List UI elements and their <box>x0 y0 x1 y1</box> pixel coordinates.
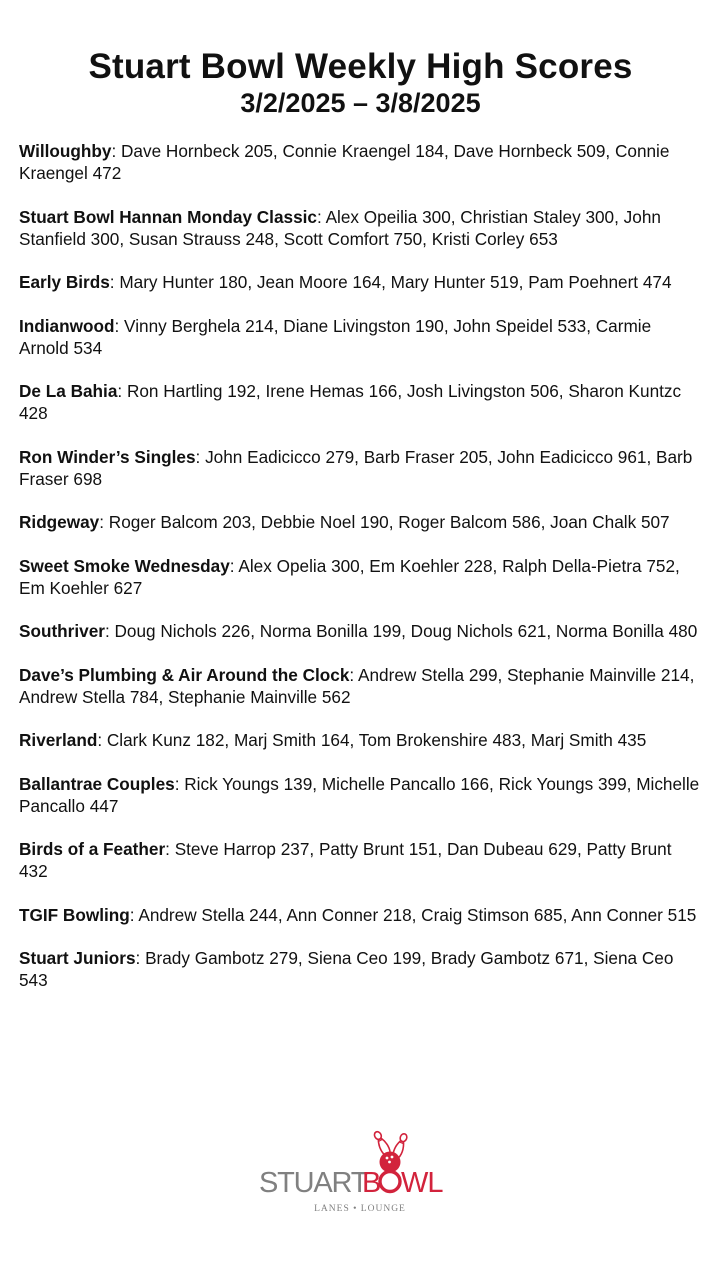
league-entry <box>19 838 702 882</box>
league-scores: : Vinny Berghela 214, Diane Livingston 190, John Speidel 533, Carmie Arnold 534 <box>19 315 652 358</box>
league-name: De La Bahia <box>19 381 118 401</box>
league-scores: : Andrew Stella 299, Stephanie Mainville 214, Andrew Stella 784, Stephanie Mainville 562 <box>19 664 695 707</box>
logo-letter-o <box>380 1172 400 1192</box>
league-scores: : Rick Youngs 139, Michelle Pancallo 166, Rick Youngs 399, Michelle Pancallo 447 <box>19 773 700 816</box>
league-entry <box>19 140 702 184</box>
league-entry <box>19 511 702 533</box>
logo-word-wl: WL <box>401 1167 443 1199</box>
page-title: Stuart Bowl Weekly High Scores <box>88 47 633 86</box>
league-entry <box>19 555 702 599</box>
league-name: Indianwood <box>19 315 115 336</box>
league-scores: : Doug Nichols 226, Norma Bonilla 199, Doug Nichols 621, Norma Bonilla 480 <box>104 621 698 641</box>
league-scores: : Dave Hornbeck 205, Connie Kraengel 184, Dave Hornbeck 509, Connie Kraengel 472 <box>19 141 670 183</box>
league-entry <box>19 446 702 490</box>
league-entry <box>19 947 702 991</box>
league-name: TGIF Bowling <box>19 904 130 925</box>
league-scores: : John Eadicicco 279, Barb Fraser 205, John Eadicicco 961, Barb Fraser 698 <box>19 446 693 489</box>
date-range: 3/2/2025 – 3/8/2025 <box>240 88 481 118</box>
league-name: Ridgeway <box>19 512 100 532</box>
league-entry <box>19 904 702 926</box>
league-entry <box>19 664 702 708</box>
league-entry <box>19 620 702 642</box>
league-list <box>19 140 702 991</box>
league-scores: : Clark Kunz 182, Marj Smith 164, Tom Brokenshire 483, Marj Smith 435 <box>97 730 647 750</box>
league-name: Ron Winder’s Singles <box>19 446 196 467</box>
league-entry <box>19 773 702 817</box>
league-name: Willoughby <box>19 141 112 161</box>
league-scores: : Alex Opelia 300, Em Koehler 228, Ralph Della-Pietra 752, Em Koehler 627 <box>19 555 680 598</box>
league-name: Dave’s Plumbing & Air Around the Clock <box>19 664 350 685</box>
league-entry <box>19 729 702 751</box>
logo-tagline: LANES • LOUNGE <box>314 1204 406 1214</box>
league-entry <box>19 206 702 250</box>
league-scores: : Andrew Stella 244, Ann Conner 218, Craig Stimson 685, Ann Conner 515 <box>129 904 697 925</box>
league-name: Birds of a Feather <box>19 839 166 859</box>
league-entry <box>19 315 702 359</box>
league-name: Sweet Smoke Wednesday <box>19 555 230 576</box>
league-scores: : Brady Gambotz 279, Siena Ceo 199, Brady Gambotz 671, Siena Ceo 543 <box>19 948 674 990</box>
logo-word-b: B <box>362 1167 381 1199</box>
league-entry <box>19 380 702 424</box>
league-scores: : Mary Hunter 180, Jean Moore 164, Mary Hunter 519, Pam Poehnert 474 <box>109 272 672 292</box>
league-scores: : Roger Balcom 203, Debbie Noel 190, Roger Balcom 586, Joan Chalk 507 <box>99 512 670 532</box>
league-scores: : Ron Hartling 192, Irene Hemas 166, Josh Livingston 506, Sharon Kuntzc 428 <box>19 381 682 423</box>
league-scores: : Alex Opeilia 300, Christian Staley 300, John Stanfield 300, Susan Strauss 248, Scott Comfort 750, Kristi Corley 653 <box>19 206 661 249</box>
logo-word-stuart: STUART <box>259 1167 368 1199</box>
league-name: Early Birds <box>19 272 110 292</box>
league-name: Southriver <box>19 621 105 641</box>
league-entry <box>19 271 702 293</box>
league-name: Ballantrae Couples <box>19 773 175 794</box>
league-scores: : Steve Harrop 237, Patty Brunt 151, Dan Dubeau 629, Patty Brunt 432 <box>19 839 672 881</box>
league-name: Riverland <box>19 730 98 750</box>
league-name: Stuart Bowl Hannan Monday Classic <box>19 206 317 227</box>
league-name: Stuart Juniors <box>19 948 136 968</box>
stuart-bowl-logo <box>258 1128 462 1218</box>
